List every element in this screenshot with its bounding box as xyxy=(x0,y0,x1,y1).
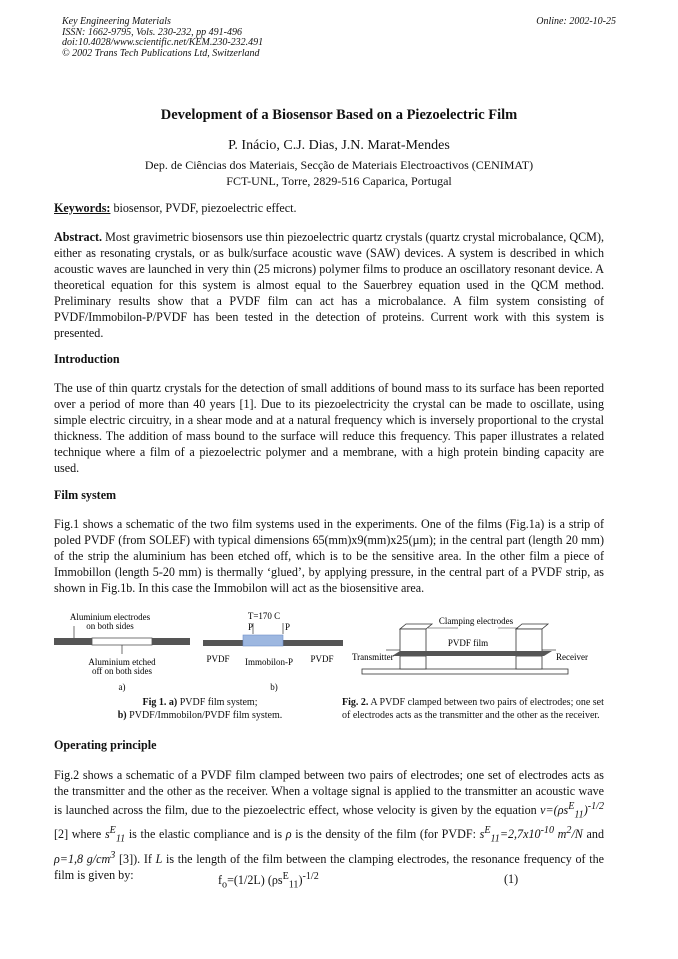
film-system-text: Fig.1 shows a schematic of the two film systems used in the experiments. One of the films (Fig.1a) is a strip of poled PVDF (from SOLEF) with typical dimensions 65(mm)x9(mm)x25(µm); in the central part (length 20 mm) of the strip the aluminium has been etched off, which is to be the sensitive area. In the other film a piece of Immobillon (length 5-20 mm) is thermally ‘glued’, by applying pressure, in the central part of a PVDF strip, as shown in Fig.1b. In this case the Immobilon will act as the biosensitive area. xyxy=(54,517,604,595)
fig2-right-clamp-lower xyxy=(516,656,542,669)
eq-close: ) xyxy=(298,873,303,888)
eq-E: E xyxy=(282,871,289,882)
op-sval-E: E xyxy=(484,825,491,837)
fig2-caption-text: A PVDF clamped between two pairs of electrodes; one set of electrodes acts as the transmitter and the other as the receiver. xyxy=(342,697,604,721)
fig1a-electrode-right xyxy=(152,638,190,645)
fig1a-label-etched: Aluminium etched xyxy=(88,657,156,667)
op-s: s xyxy=(104,827,110,842)
op-v-exp: -1/2 xyxy=(587,801,604,812)
abstract-text: Most gravimetric biosensors use thin piezoelectric quartz crystals (quartz crystal microbalance, QCM), either as resonating crystals, or as bulk/surface acoustic wave (SAW) devices. A system is described in which acoustic waves are launched in very thin (25 microns) polymer films to produce an oscillatory resonant device. A theoretical equation for this system is almost equal to the Sauerbrey equation used in the QCM method. Preliminary results show that a PVDF film can act has a microbalance. A film system consisting of PVDF/Immobilon-P/PVDF has been tested in the detection of proteins. Current work with this system is presented. xyxy=(54,230,604,340)
op-exp10: -10 xyxy=(540,825,554,837)
introduction-heading: Introduction xyxy=(54,352,120,366)
affiliation xyxy=(0,157,678,189)
op-text-4: is the density of the film (for PVDF: xyxy=(291,827,480,842)
affiliation-line-2: FCT-UNL, Torre, 2829-516 Caparica, Portugal xyxy=(226,174,452,188)
online-date: Online: 2002-10-25 xyxy=(536,16,616,27)
op-sval: s xyxy=(479,827,485,842)
operating-principle-text xyxy=(54,767,604,883)
affiliation-line-1: Dep. de Ciências dos Materiais, Secção de Materiais Electroactivos (CENIMAT) xyxy=(144,158,534,172)
op-text-2: [2] where xyxy=(54,827,105,842)
fig2-right-clamp-upper xyxy=(516,629,542,652)
op-v-E: E xyxy=(568,801,575,812)
fig1a-label-electrodes-2: on both sides xyxy=(86,621,134,631)
copyright-line: © 2002 Trans Tech Publications Ltd, Switzerland xyxy=(62,47,260,59)
fig1a-label-etched-2: off on both sides xyxy=(91,666,153,676)
fig2-receiver-label: Receiver xyxy=(556,652,588,662)
op-compliance xyxy=(104,825,126,845)
fig2-left-clamp-top xyxy=(400,624,432,629)
op-n: /N xyxy=(571,827,583,842)
op-s-11: 11 xyxy=(115,833,126,845)
equation-number: (1) xyxy=(504,872,519,886)
paper-title: Development of a Biosensor Based on a Piezoelectric Film xyxy=(160,107,518,123)
keywords-text: biosensor, PVDF, piezoelectric effect. xyxy=(110,201,297,215)
figure-1-diagram xyxy=(50,610,345,696)
op-text-1: Fig.2 shows a schematic of a PVDF film clamped between two pairs of electrodes; one set of electrodes acts as the transmitter and the other as the receiver. When a voltage signal is applied to the transmitter an acoustic wave is launched across the film, due to the piezoelectric effect, whose velocity is given by the equation xyxy=(54,768,604,818)
eq-f: f xyxy=(218,873,223,888)
fig1b-temperature: T=170 C xyxy=(247,611,281,621)
figure-1-caption xyxy=(60,697,340,722)
eq-rest: =(1/2L) (ρs xyxy=(227,873,283,888)
fig2-transmitter-label: Transmitter xyxy=(352,652,394,662)
op-text-6: is the length of the film between the clamping electrodes, the resonance frequency of the film is given by: xyxy=(54,851,604,882)
fig2-left-clamp-upper xyxy=(400,629,426,652)
fig1b-p-left: P xyxy=(248,622,254,632)
op-v: v=(ρs xyxy=(540,803,569,818)
fig1-caption-text-1: PVDF film system; xyxy=(177,697,258,708)
op-v-11: 11 xyxy=(574,809,584,821)
op-s-E: E xyxy=(109,825,116,837)
equation-1 xyxy=(218,871,319,890)
op-velocity: $v=(\rho s^E_{11})^{-1/2}$ xyxy=(540,801,604,821)
op-cube: 3 xyxy=(110,849,116,861)
abstract xyxy=(54,229,604,341)
eq-11: 11 xyxy=(288,879,299,891)
keywords xyxy=(54,200,604,216)
figure-2-caption xyxy=(342,697,604,722)
op-rho: ρ xyxy=(285,827,292,842)
eq-exp: -1/2 xyxy=(302,871,319,882)
doi-line: doi:10.4028/www.scientific.net/KEM.230-232.491 xyxy=(62,37,264,49)
op-text-3: is the elastic compliance and is xyxy=(125,827,286,842)
op-text-5: [3]). If xyxy=(115,851,156,866)
abstract-label: Abstract. xyxy=(54,230,103,244)
op-rhoval: ρ=1,8 g/cm xyxy=(54,851,111,866)
journal-name: Key Engineering Materials xyxy=(62,16,171,27)
op-sq: 2 xyxy=(566,825,572,837)
op-L: L xyxy=(155,851,163,866)
op-density xyxy=(54,849,116,866)
fig2-pvdf-film xyxy=(392,651,552,656)
fig1a-sublabel: a) xyxy=(118,682,126,692)
operating-principle-heading: Operating principle xyxy=(54,738,157,752)
fig1-caption-text-2: PVDF/Immobilon/PVDF film system. xyxy=(126,709,283,721)
film-system-heading: Film system xyxy=(54,488,117,502)
fig2-right-clamp-top xyxy=(516,624,548,629)
journal-header xyxy=(62,17,263,59)
fig1b-pvdf-right: PVDF xyxy=(310,654,334,664)
keywords-label: Keywords: xyxy=(54,201,111,215)
paper-authors: P. Inácio, C.J. Dias, J.N. Marat-Mendes xyxy=(228,138,450,153)
fig1b-immobilon-label: Immobilon-P xyxy=(244,657,294,667)
fig2-caption-label: Fig. 2. xyxy=(342,697,369,708)
fig2-film-label: PVDF film xyxy=(447,638,489,648)
op-pvdf-values xyxy=(479,825,583,845)
eq-f-sub: o xyxy=(222,879,228,891)
op-sval-11: 11 xyxy=(490,833,500,845)
fig1-caption-b: b) xyxy=(117,709,127,721)
fig1b-pvdf-left: PVDF xyxy=(206,654,230,664)
fig1-caption-label: Fig 1. a) xyxy=(142,697,178,708)
fig1a-label-electrodes: Aluminium electrodes xyxy=(69,612,151,622)
fig1a-electrode-left xyxy=(54,638,92,645)
fig2-left-clamp-lower xyxy=(400,656,426,669)
issn-line: ISSN: 1662-9795, Vols. 230-232, pp 491-496 xyxy=(62,26,242,38)
fig1a-etched-area xyxy=(92,638,152,645)
op-unit: m xyxy=(554,827,567,842)
fig1b-sublabel: b) xyxy=(270,682,278,692)
op-and: and xyxy=(582,827,604,842)
fig1b-p-right: P xyxy=(285,622,291,632)
fig2-clamping-label: Clamping electrodes xyxy=(438,616,514,626)
figure-2-diagram xyxy=(348,612,598,692)
fig2-base xyxy=(362,669,568,674)
introduction-text: The use of thin quartz crystals for the detection of small additions of bound mass to its surface has been reported over a period of more than 40 years [1]. Due to its piezoelectricity the crystal can be made to oscillate, using simple electric circuitry, in a shear mode and at a natural frequency which is inversely proportional to the crystal thickness. The addition of mass bound to the surface will reduce this frequency. This paper illustrates a related technique where a film of a piezoelectric polymer and a membrane, with a high protein binding capacity are used. xyxy=(54,381,604,475)
fig1b-immobilon-area xyxy=(243,635,283,646)
op-sval-2: =2,7x10 xyxy=(499,827,541,842)
